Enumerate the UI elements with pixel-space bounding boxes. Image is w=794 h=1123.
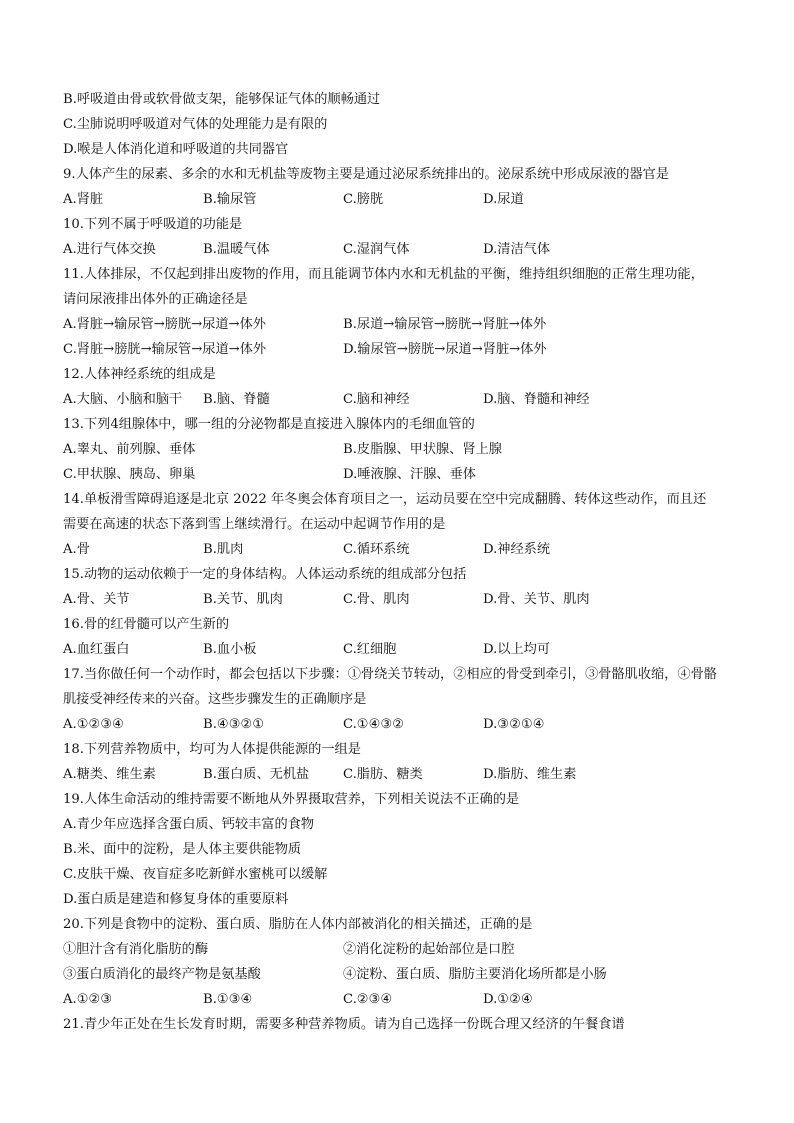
- q19-option-a: A.青少年应选择含蛋白质、钙较丰富的食物: [63, 817, 315, 832]
- q12-option-a: A.大脑、小脑和脑干: [63, 392, 183, 407]
- q12-stem: 12.人体神经系统的组成是: [63, 367, 216, 382]
- q19-option-d: D.蛋白质是建造和修复身体的重要原料: [63, 892, 289, 907]
- q16-option-c: C.红细胞: [343, 642, 397, 657]
- q17-option-c: C.①④③②: [343, 717, 405, 732]
- q13-option-a: A.睾丸、前列腺、垂体: [63, 442, 196, 457]
- q14-option-d: D.神经系统: [483, 542, 551, 557]
- q17-option-a: A.①②③④: [63, 717, 125, 732]
- q15-option-d: D.骨、关节、肌肉: [483, 592, 590, 607]
- q14-stem-line1: 14.单板滑雪障碍追逐是北京 2022 年冬奥会体育项目之一，运动员要在空中完成翻腾、转体这些动作，而且还: [63, 492, 707, 507]
- q9-option-c: C.膀胱: [343, 192, 384, 207]
- q12-option-b: B.脑、脊髓: [203, 392, 270, 407]
- q20-option-c: C.②③④: [343, 992, 393, 1007]
- q20-statement-1: ①胆汁含有消化脂肪的酶: [63, 942, 209, 957]
- q16-stem: 16.骨的红骨髓可以产生新的: [63, 617, 230, 632]
- q8-option-d: D.喉是人体消化道和呼吸道的共同器官: [63, 142, 289, 157]
- q20-statement-4: ④淀粉、蛋白质、脂肪主要消化场所都是小肠: [343, 967, 607, 982]
- q14-option-a: A.骨: [63, 542, 90, 557]
- q20-option-b: B.①③④: [203, 992, 253, 1007]
- q19-option-c: C.皮肤干燥、夜盲症多吃新鲜水蜜桃可以缓解: [63, 867, 328, 882]
- q12-option-c: C.脑和神经: [343, 392, 410, 407]
- q19-option-b: B.米、面中的淀粉，是人体主要供能物质: [63, 842, 302, 857]
- q20-option-a: A.①②③: [63, 992, 113, 1007]
- q16-option-b: B.血小板: [203, 642, 257, 657]
- q11-stem-line2: 请问尿液排出体外的正确途径是: [63, 292, 248, 307]
- q11-option-d: D.输尿管→膀胱→尿道→肾脏→体外: [343, 342, 547, 357]
- q10-stem: 10.下列不属于呼吸道的功能是: [63, 217, 243, 232]
- q11-stem-line1: 11.人体排尿，不仅起到排出废物的作用，而且能调节体内水和无机盐的平衡，维持组织细胞的正常生理功能，: [63, 267, 704, 282]
- q9-option-a: A.肾脏: [63, 192, 104, 207]
- q21-stem: 21.青少年正处在生长发育时期，需要多种营养物质。请为自己选择一份既合理又经济的午餐食谱: [63, 1017, 625, 1032]
- q20-option-d: D.①②④: [483, 992, 533, 1007]
- q20-stem: 20.下列是食物中的淀粉、蛋白质、脂肪在人体内部被消化的相关描述，正确的是: [63, 917, 533, 932]
- q13-option-c: C.甲状腺、胰岛、卵巢: [63, 467, 196, 482]
- q15-option-a: A.骨、关节: [63, 592, 130, 607]
- q13-option-d: D.唾液腺、汗腺、垂体: [343, 467, 476, 482]
- q18-option-a: A.糖类、维生素: [63, 767, 156, 782]
- q18-option-d: D.脂肪、维生素: [483, 767, 577, 782]
- q17-stem-line1: 17.当你做任何一个动作时，都会包括以下步骤：①骨绕关节转动，②相应的骨受到牵引，③骨骼肌收缩，④骨骼: [63, 667, 717, 682]
- q15-option-b: B.关节、肌肉: [203, 592, 283, 607]
- q16-option-a: A.血红蛋白: [63, 642, 130, 657]
- q18-stem: 18.下列营养物质中，均可为人体提供能源的一组是: [63, 742, 361, 757]
- q15-stem: 15.动物的运动依赖于一定的身体结构。人体运动系统的组成部分包括: [63, 567, 467, 582]
- q16-option-d: D.以上均可: [483, 642, 551, 657]
- q9-option-b: B.输尿管: [203, 192, 257, 207]
- q13-option-b: B.皮脂腺、甲状腺、肾上腺: [343, 442, 502, 457]
- q17-option-b: B.④③②①: [203, 717, 265, 732]
- q8-option-b: B.呼吸道由骨或软骨做支架，能够保证气体的顺畅通过: [63, 92, 381, 107]
- q11-option-b: B.尿道→输尿管→膀胱→肾脏→体外: [343, 317, 547, 332]
- q15-option-c: C.骨、肌肉: [343, 592, 410, 607]
- q20-statement-3: ③蛋白质消化的最终产物是氨基酸: [63, 967, 261, 982]
- q10-option-c: C.湿润气体: [343, 242, 410, 257]
- q18-option-c: C.脂肪、糖类: [343, 767, 423, 782]
- q14-option-c: C.循环系统: [343, 542, 410, 557]
- q17-stem-line2: 肌接受神经传来的兴奋。这些步骤发生的正确顺序是: [63, 692, 367, 707]
- q12-option-d: D.脑、脊髓和神经: [483, 392, 590, 407]
- q9-option-d: D.尿道: [483, 192, 524, 207]
- q13-stem: 13.下列4组腺体中，哪一组的分泌物都是直接进入腺体内的毛细血管的: [63, 417, 475, 432]
- q17-option-d: D.③②①④: [483, 717, 545, 732]
- q9-stem: 9.人体产生的尿素、多余的水和无机盐等废物主要是通过泌尿系统排出的。泌尿系统中形成尿液的器官是: [63, 167, 670, 182]
- q10-option-b: B.温暖气体: [203, 242, 270, 257]
- q14-option-b: B.肌肉: [203, 542, 244, 557]
- q20-statement-2: ②消化淀粉的起始部位是口腔: [343, 942, 515, 957]
- q10-option-a: A.进行气体交换: [63, 242, 156, 257]
- q10-option-d: D.清洁气体: [483, 242, 551, 257]
- q18-option-b: B.蛋白质、无机盐: [203, 767, 310, 782]
- q19-stem: 19.人体生命活动的维持需要不断地从外界摄取营养，下列相关说法不正确的是: [63, 792, 520, 807]
- q8-option-c: C.尘肺说明呼吸道对气体的处理能力是有限的: [63, 117, 328, 132]
- q11-option-a: A.肾脏→输尿管→膀胱→尿道→体外: [63, 317, 266, 332]
- q14-stem-line2: 需要在高速的状态下落到雪上继续滑行。在运动中起调节作用的是: [63, 517, 446, 532]
- q11-option-c: C.肾脏→膀胱→输尿管→尿道→体外: [63, 342, 267, 357]
